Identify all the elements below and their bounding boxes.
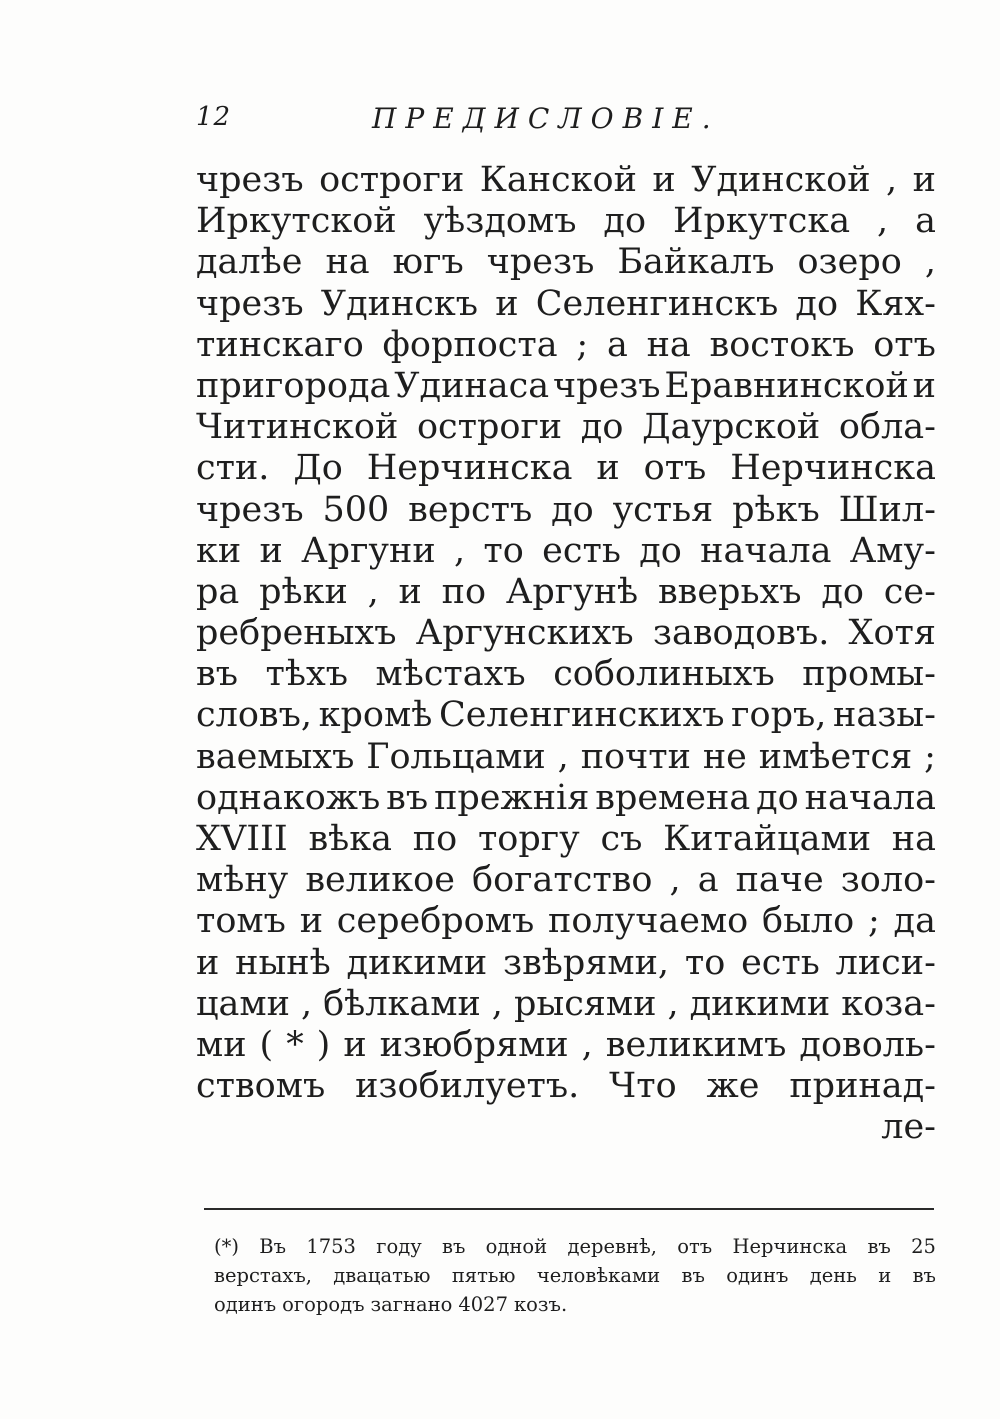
word: Что xyxy=(609,1066,677,1107)
word: Шил- xyxy=(838,489,936,530)
text-line xyxy=(196,531,936,572)
word: на xyxy=(646,324,691,365)
word: чрезъ xyxy=(196,160,304,200)
word: Аргунѣ xyxy=(505,571,639,612)
text-line xyxy=(196,1066,936,1107)
text-line xyxy=(196,943,936,984)
word: Байкалъ xyxy=(617,242,775,283)
word: , xyxy=(491,983,503,1024)
word: цами xyxy=(196,983,290,1024)
word: рѣки xyxy=(259,571,348,612)
word: Аму- xyxy=(849,530,936,571)
word: Еравнинской xyxy=(664,365,909,406)
text-line xyxy=(196,654,936,695)
word: великимъ xyxy=(605,1024,787,1065)
word: въ xyxy=(386,777,429,818)
word: прежнія xyxy=(434,777,590,818)
word: Аргуни xyxy=(301,530,436,571)
word: Нерчинска xyxy=(732,1235,848,1258)
word: рысями xyxy=(513,983,657,1024)
word: назы- xyxy=(833,695,936,736)
word: вверьхъ xyxy=(657,571,802,612)
text-line xyxy=(196,284,936,325)
word: XVIII xyxy=(196,819,288,859)
word: форпоста xyxy=(382,324,558,365)
word: , xyxy=(367,571,379,612)
text-line xyxy=(196,819,936,860)
word: ваемыхъ xyxy=(196,736,355,777)
word: нынѣ xyxy=(235,942,331,983)
word: и xyxy=(259,530,283,571)
text-line xyxy=(196,325,936,366)
word: съ xyxy=(600,819,643,859)
word: Даурской xyxy=(642,407,821,448)
word: богатство xyxy=(472,860,653,901)
word: изобилуетъ. xyxy=(355,1066,580,1107)
word: остроги xyxy=(416,407,563,448)
word: въ xyxy=(681,1264,705,1287)
word: пятью xyxy=(451,1264,516,1287)
word: начала xyxy=(804,777,936,818)
word: Хотя xyxy=(848,613,936,654)
word: , xyxy=(877,201,889,242)
word: а xyxy=(915,201,936,242)
word: доволь- xyxy=(799,1024,936,1065)
word: въ xyxy=(441,1235,466,1258)
word: и xyxy=(299,901,324,942)
word: до xyxy=(639,530,682,571)
word: изюбрями xyxy=(379,1024,569,1065)
word: и xyxy=(495,283,519,324)
word: Удинаса xyxy=(394,365,550,406)
word: Читинской xyxy=(196,407,399,448)
word: Гольцами xyxy=(366,736,546,777)
word: золо- xyxy=(840,860,936,901)
word: году xyxy=(376,1235,422,1258)
word: и xyxy=(196,942,220,983)
word: уѣздомъ xyxy=(423,201,577,242)
word: имѣется xyxy=(758,736,913,777)
word: ребреныхъ xyxy=(196,613,397,654)
word: же xyxy=(706,1066,760,1107)
word: звѣрями, xyxy=(502,942,670,983)
word: заводовъ. xyxy=(652,613,830,654)
word: въ xyxy=(912,1264,936,1287)
word: , xyxy=(557,736,569,777)
word: * xyxy=(286,1024,304,1065)
word: вѣка xyxy=(308,819,392,859)
page-number: 12 xyxy=(196,102,232,132)
word: , xyxy=(453,530,466,571)
word: есть xyxy=(542,530,621,571)
footnote-line xyxy=(214,1261,936,1290)
word: отъ xyxy=(677,1235,713,1258)
footnote-divider xyxy=(204,1208,934,1210)
word: се- xyxy=(883,571,936,612)
word: Селенгинскъ xyxy=(535,283,779,324)
word: ; xyxy=(576,324,589,365)
word: и xyxy=(398,571,422,612)
word: времена xyxy=(595,777,751,818)
word: чрезъ xyxy=(552,365,661,406)
word: Кях- xyxy=(855,283,936,324)
word: верстъ xyxy=(408,489,533,530)
word: на xyxy=(325,242,370,283)
page-header xyxy=(196,102,936,142)
word: , xyxy=(886,160,898,200)
word: до xyxy=(756,777,799,818)
word: мѣну xyxy=(196,860,289,901)
word: одинъ xyxy=(214,1293,277,1316)
word: отъ xyxy=(643,448,707,489)
text-line xyxy=(196,1107,936,1148)
text-line xyxy=(196,490,936,531)
word: пригорода xyxy=(196,365,391,406)
word: Въ xyxy=(259,1235,287,1258)
word: загнано xyxy=(370,1293,453,1316)
word: ; xyxy=(867,901,880,942)
word: обла- xyxy=(838,407,936,448)
word: тинскаго xyxy=(196,324,364,365)
text-line xyxy=(196,242,936,283)
word: въ xyxy=(196,654,238,695)
text-line xyxy=(196,778,936,819)
word: серебромъ xyxy=(336,901,535,942)
word: , xyxy=(300,983,313,1024)
word: а xyxy=(606,324,628,365)
word: промы- xyxy=(802,654,936,695)
word: на xyxy=(891,819,936,859)
word: ствомъ xyxy=(196,1066,326,1107)
word: томъ xyxy=(196,901,286,942)
word: 1753 xyxy=(306,1235,356,1258)
word: до xyxy=(603,201,647,242)
word: по xyxy=(412,819,458,859)
word: ) xyxy=(316,1024,331,1065)
word: одинъ xyxy=(726,1264,789,1287)
word: то xyxy=(684,942,726,983)
word: Удинской xyxy=(691,160,871,200)
footnote-line xyxy=(214,1290,936,1319)
word: до xyxy=(821,571,864,612)
word: устья xyxy=(612,489,714,530)
word: человѣками xyxy=(536,1264,661,1287)
word: и xyxy=(912,160,936,200)
word: До xyxy=(293,448,343,489)
word: чрезъ xyxy=(486,242,595,283)
word: принад- xyxy=(789,1066,936,1107)
word: лиси- xyxy=(835,942,936,983)
word: получаемо xyxy=(548,901,749,942)
word: остроги xyxy=(319,160,465,200)
word: ра xyxy=(196,571,240,612)
word: чрезъ xyxy=(196,489,304,530)
word: и xyxy=(596,448,620,489)
text-line xyxy=(196,613,936,654)
word: и xyxy=(343,1024,367,1065)
word: 4027 xyxy=(458,1293,508,1316)
word: чрезъ xyxy=(196,283,304,324)
word: да xyxy=(893,901,936,942)
word: (*) xyxy=(214,1235,239,1258)
word: великое xyxy=(305,860,455,901)
word: дикими xyxy=(689,983,831,1024)
word: 500 xyxy=(322,489,390,530)
word: Селенгинскихъ xyxy=(438,695,725,736)
word: ле- xyxy=(881,1107,936,1148)
text-line xyxy=(196,737,936,778)
word: ки xyxy=(196,530,242,571)
text-line xyxy=(196,695,936,736)
word: деревнѣ, xyxy=(567,1235,657,1258)
text-line xyxy=(196,984,936,1025)
body-text xyxy=(196,160,936,1149)
word: коза- xyxy=(841,983,936,1024)
word: Китайцами xyxy=(663,819,872,859)
word: не xyxy=(702,736,747,777)
word: 25 xyxy=(911,1235,936,1258)
word: до xyxy=(551,489,594,530)
word: ; xyxy=(924,736,936,777)
word: до xyxy=(580,407,624,448)
word: есть xyxy=(741,942,820,983)
word: козъ. xyxy=(513,1293,568,1316)
word: дикими xyxy=(346,942,488,983)
word: по xyxy=(441,571,487,612)
word: ( xyxy=(259,1024,274,1065)
word: одной xyxy=(485,1235,548,1258)
word: однакожъ xyxy=(196,777,381,818)
word: то xyxy=(483,530,524,571)
word: бѣлками xyxy=(323,983,481,1024)
text-line xyxy=(196,160,936,201)
word: Аргунскихъ xyxy=(415,613,634,654)
word: Иркутской xyxy=(196,201,397,242)
text-line xyxy=(196,448,936,489)
text-line xyxy=(196,901,936,942)
word: , xyxy=(581,1024,593,1065)
word: огородъ xyxy=(282,1293,365,1316)
word: далѣе xyxy=(196,242,303,283)
word: Иркутска xyxy=(672,201,851,242)
word: , xyxy=(669,860,681,901)
word: Нерчинска xyxy=(730,448,936,489)
word: кромѣ xyxy=(318,695,433,736)
word: ми xyxy=(196,1024,247,1065)
word: соболиныхъ xyxy=(553,654,775,695)
word: , xyxy=(924,242,936,283)
word: и xyxy=(878,1264,892,1287)
text-line xyxy=(196,1025,936,1066)
word: озеро xyxy=(797,242,902,283)
word: Канской xyxy=(479,160,637,200)
word: начала xyxy=(700,530,832,571)
word: тѣхъ xyxy=(265,654,348,695)
text-line xyxy=(196,366,936,407)
word: день xyxy=(809,1264,857,1287)
word: Удинскъ xyxy=(320,283,479,324)
text-line xyxy=(196,407,936,448)
text-line xyxy=(196,201,936,242)
word: а xyxy=(697,860,719,901)
word: рѣкъ xyxy=(732,489,820,530)
word: двацатью xyxy=(333,1264,431,1287)
word: Нерчинска xyxy=(366,448,573,489)
word: и xyxy=(652,160,676,200)
word: мѣстахъ xyxy=(375,654,526,695)
word: югъ xyxy=(392,242,464,283)
text-line xyxy=(196,860,936,901)
word: въ xyxy=(867,1235,891,1258)
word: было xyxy=(762,901,855,942)
text-line xyxy=(196,572,936,613)
word: и xyxy=(912,365,936,406)
word: , xyxy=(667,983,679,1024)
word: до xyxy=(795,283,839,324)
word: почти xyxy=(580,736,691,777)
word: словъ, xyxy=(196,695,313,736)
footnote-line xyxy=(214,1232,936,1261)
word: сти. xyxy=(196,448,270,489)
word: верстахъ, xyxy=(214,1264,312,1287)
word: паче xyxy=(735,860,824,901)
word: торгу xyxy=(477,819,580,859)
word: горъ, xyxy=(731,695,827,736)
footnote xyxy=(214,1232,936,1319)
running-head: ПРЕДИСЛОВІЕ. xyxy=(372,102,720,135)
word: отъ xyxy=(873,324,936,365)
word: востокъ xyxy=(709,324,855,365)
